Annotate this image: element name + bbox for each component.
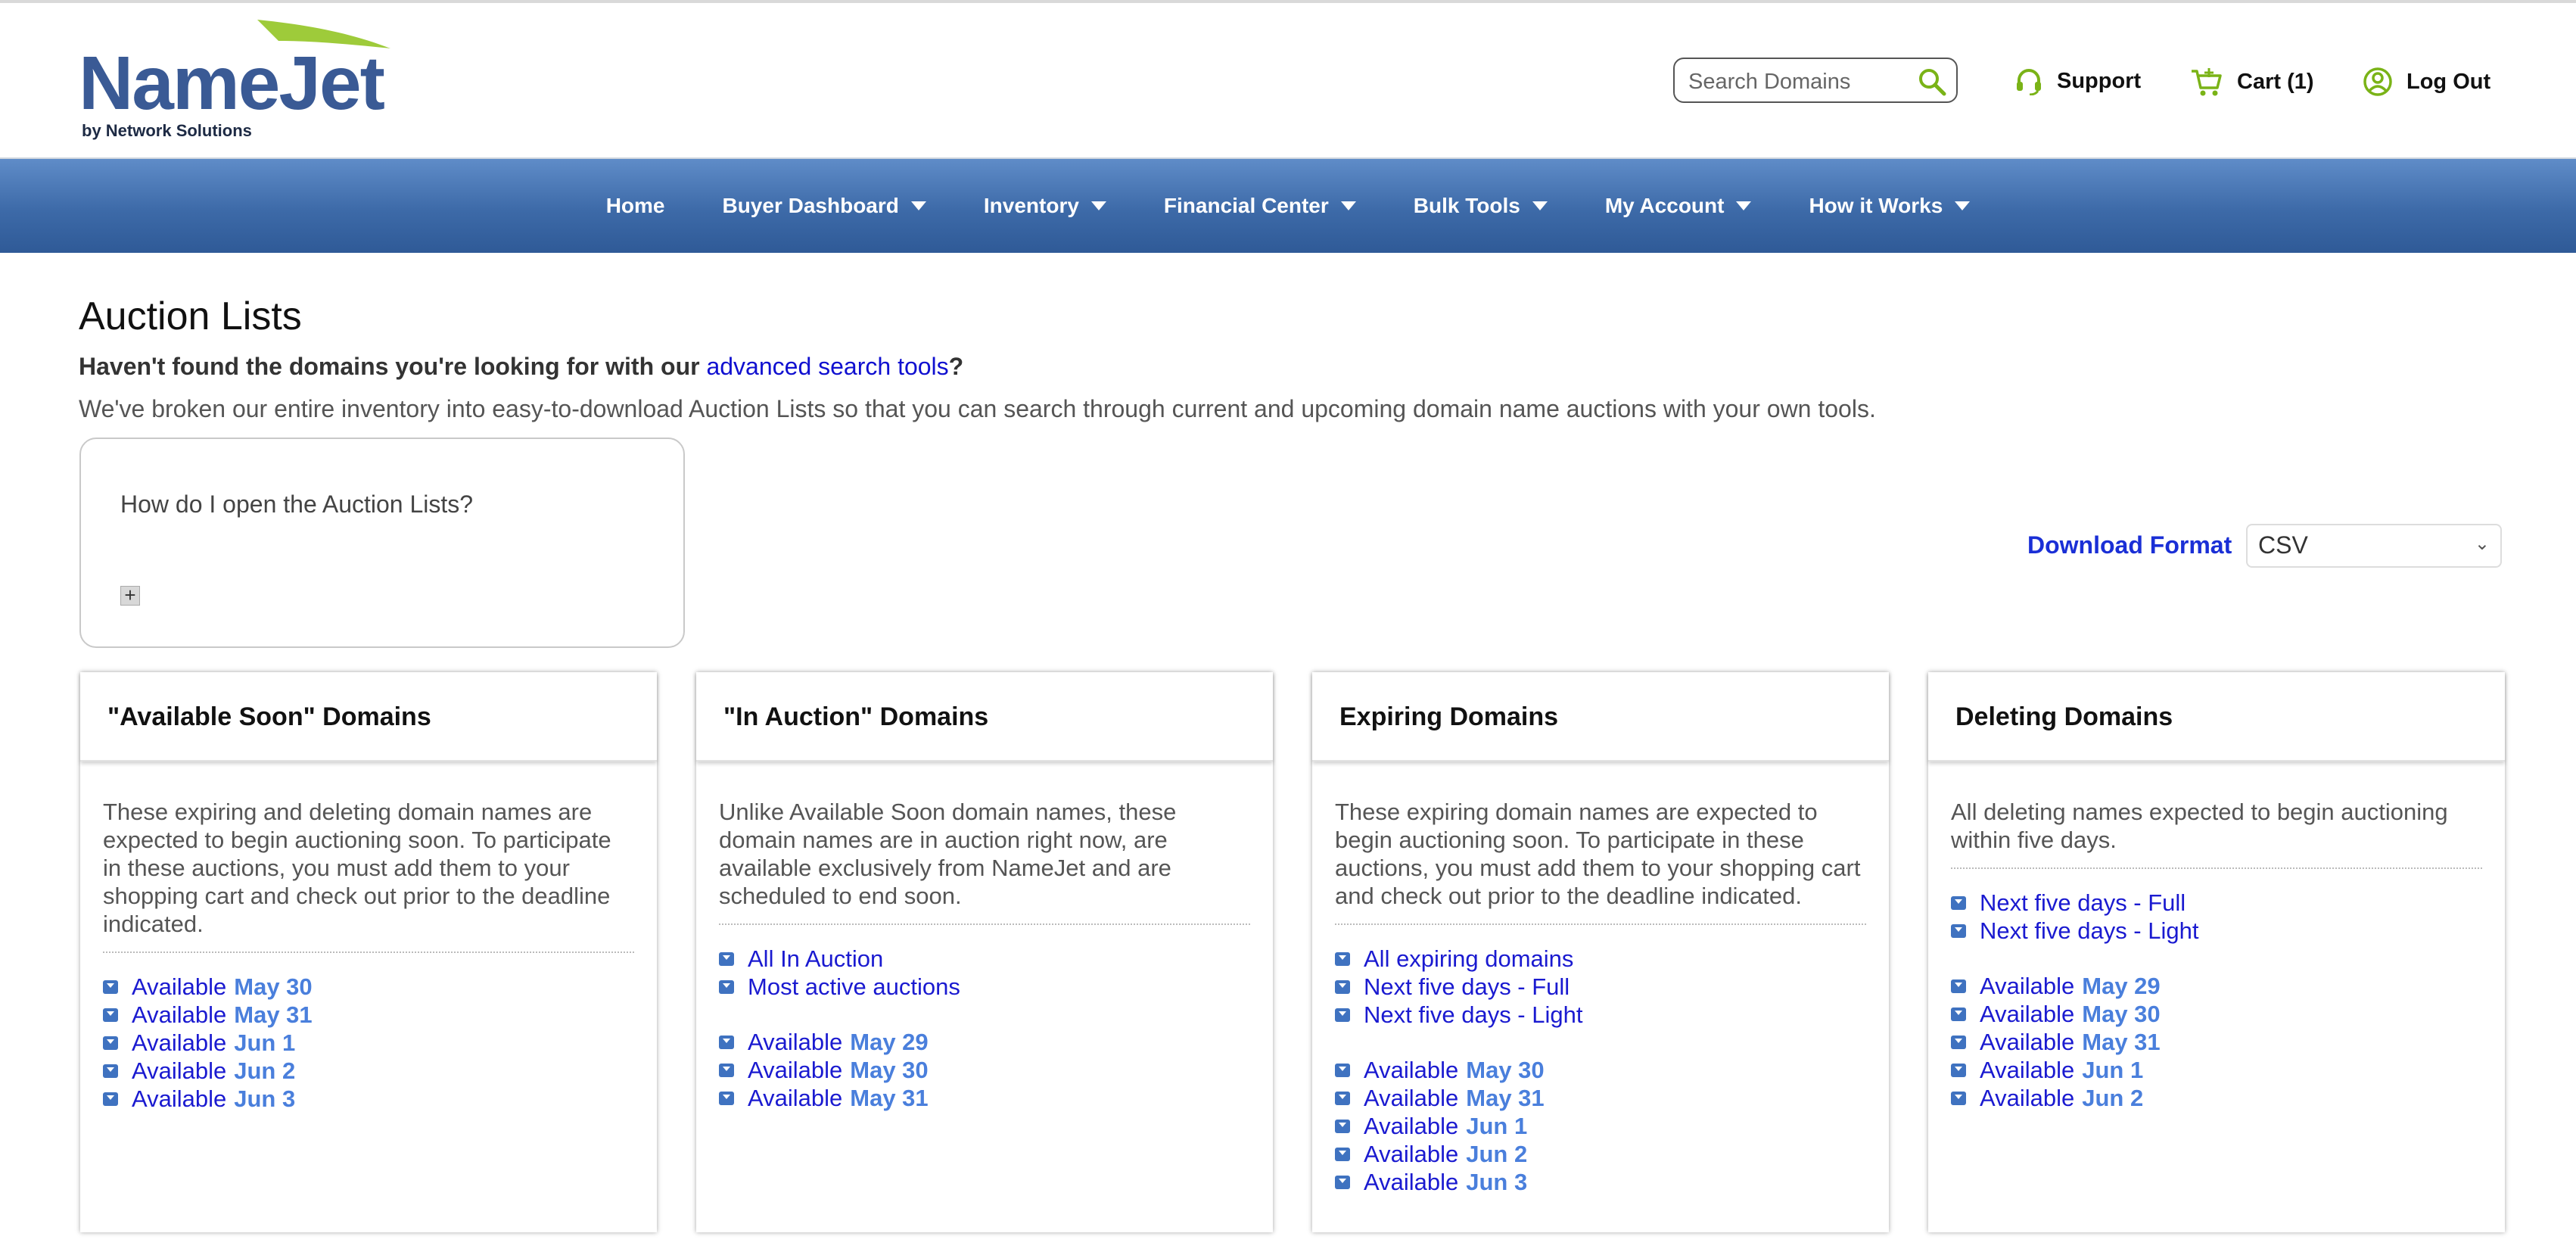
- download-link[interactable]: [1951, 972, 2482, 1000]
- auction-card: [696, 672, 1273, 1232]
- link-label: Available: [1980, 1085, 2075, 1111]
- faq-box: [79, 438, 685, 648]
- download-arrow-icon: [1951, 1064, 1966, 1077]
- download-link[interactable]: [103, 1029, 634, 1057]
- link-label: All In Auction: [748, 945, 884, 972]
- user-icon: [2363, 67, 2393, 97]
- download-arrow-icon: [1951, 979, 1966, 993]
- download-arrow-icon: [103, 1064, 118, 1078]
- link-label: Next five days - Full: [1980, 889, 2186, 916]
- download-arrow-icon: [1951, 1092, 1966, 1105]
- nav-how-it-works[interactable]: [1809, 194, 1970, 218]
- link-date: May 31: [850, 1085, 929, 1111]
- card-header: [1928, 672, 2505, 761]
- main-nav: [0, 159, 2576, 253]
- search-box: [1673, 58, 1958, 103]
- link-label: Available: [132, 1085, 227, 1112]
- download-link[interactable]: [103, 1001, 634, 1029]
- cart-icon: [2190, 67, 2223, 97]
- link-label: All expiring domains: [1364, 945, 1574, 972]
- download-link[interactable]: [103, 1085, 634, 1113]
- link-label: Next five days - Light: [1980, 917, 2199, 944]
- download-arrow-icon: [1335, 1064, 1350, 1077]
- link-label: Available: [748, 1029, 843, 1055]
- link-date: Jun 2: [2082, 1085, 2144, 1111]
- link-date: May 30: [850, 1057, 929, 1083]
- link-label: Available: [132, 1029, 227, 1056]
- card-description: Unlike Available Soon domain names, these domain names are in auction right now, are available exclusively from NameJet and are scheduled to end soon.: [719, 798, 1250, 925]
- link-date: Jun 3: [234, 1085, 296, 1112]
- download-arrow-icon: [103, 980, 118, 994]
- card-header: [1312, 672, 1889, 761]
- download-link[interactable]: [719, 973, 1250, 1001]
- support-link[interactable]: [2014, 67, 2141, 95]
- download-arrow-icon: [1335, 980, 1350, 994]
- search-icon[interactable]: [1917, 67, 1947, 97]
- cart-label: Cart (1): [2237, 69, 2314, 94]
- card-title: "In Auction" Domains: [723, 702, 989, 731]
- card-title: Expiring Domains: [1339, 702, 1559, 731]
- link-date: Jun 1: [2082, 1057, 2144, 1083]
- nav-my-account[interactable]: [1605, 194, 1752, 218]
- download-arrow-icon: [1951, 1008, 1966, 1021]
- intro-prefix: Haven't found the domains you're looking for with our: [79, 353, 707, 380]
- intro-suffix: ?: [948, 353, 964, 380]
- download-link-list: [103, 973, 634, 1113]
- download-link[interactable]: [1335, 1056, 1866, 1084]
- link-label: Next five days - Light: [1364, 1001, 1583, 1028]
- link-label: Available: [1980, 1057, 2075, 1083]
- download-arrow-icon: [103, 1036, 118, 1050]
- download-link-list: [719, 945, 1250, 1112]
- chevron-down-icon: ⌄: [2474, 534, 2490, 554]
- card-header: [696, 672, 1273, 761]
- site-header: [0, 3, 2576, 159]
- download-arrow-icon: [1335, 1120, 1350, 1133]
- download-link[interactable]: [1951, 1000, 2482, 1028]
- advanced-search-link[interactable]: advanced search tools: [706, 353, 949, 380]
- link-date: Jun 1: [1466, 1113, 1528, 1139]
- link-label: Available: [1364, 1085, 1459, 1111]
- download-link[interactable]: [1951, 889, 2482, 917]
- caret-down-icon: [911, 201, 926, 210]
- expand-plus-icon[interactable]: +: [120, 586, 140, 606]
- nav-inventory[interactable]: [984, 194, 1106, 218]
- download-link[interactable]: [1335, 1001, 1866, 1029]
- link-label: Available: [1364, 1141, 1459, 1167]
- download-format-label: Download Format: [2027, 531, 2232, 559]
- link-date: Jun 3: [1466, 1169, 1528, 1195]
- link-label: Available: [1980, 973, 2075, 999]
- link-label: Available: [1364, 1113, 1459, 1139]
- download-link[interactable]: [1335, 1168, 1866, 1196]
- download-link[interactable]: [719, 1084, 1250, 1112]
- link-date: May 29: [2082, 973, 2161, 999]
- nav-label: How it Works: [1809, 194, 1943, 217]
- download-link[interactable]: [1335, 1084, 1866, 1112]
- download-arrow-icon: [1951, 924, 1966, 938]
- download-arrow-icon: [1335, 1148, 1350, 1161]
- caret-down-icon: [1532, 201, 1548, 210]
- link-date: May 31: [2082, 1029, 2161, 1055]
- link-label: Available: [1364, 1057, 1459, 1083]
- link-date: May 30: [2082, 1001, 2161, 1027]
- card-title: "Available Soon" Domains: [107, 702, 431, 731]
- download-arrow-icon: [1951, 1036, 1966, 1049]
- download-link[interactable]: [1951, 1028, 2482, 1056]
- link-date: Jun 2: [1466, 1141, 1528, 1167]
- search-input[interactable]: [1687, 67, 1909, 97]
- link-date: Jun 2: [234, 1057, 296, 1084]
- download-arrow-icon: [103, 1092, 118, 1106]
- namejet-logo[interactable]: [79, 18, 397, 139]
- download-link[interactable]: [719, 1028, 1250, 1056]
- nav-buyer-dashboard[interactable]: [722, 194, 926, 218]
- card-title: Deleting Domains: [1955, 702, 2173, 731]
- link-label: Most active auctions: [748, 973, 960, 1000]
- faq-question: How do I open the Auction Lists?: [120, 491, 474, 518]
- caret-down-icon: [1091, 201, 1106, 210]
- download-arrow-icon: [103, 1008, 118, 1022]
- nav-label: Financial Center: [1163, 194, 1329, 217]
- download-link-list: [1951, 889, 2482, 1112]
- download-link[interactable]: [719, 1056, 1250, 1084]
- download-arrow-icon: [1335, 1176, 1350, 1189]
- link-date: May 30: [234, 973, 313, 1000]
- caret-down-icon: [1955, 201, 1970, 210]
- card-description: All deleting names expected to begin auctioning within five days.: [1951, 798, 2482, 869]
- link-date: Jun 1: [234, 1029, 296, 1056]
- download-arrow-icon: [719, 952, 734, 966]
- intro-description: We've broken our entire inventory into easy-to-download Auction Lists so that you can search through current and upcoming domain name auctions with your own tools.: [79, 395, 1876, 422]
- link-label: Available: [132, 1057, 227, 1084]
- auction-card: [80, 672, 657, 1232]
- download-arrow-icon: [719, 1064, 734, 1077]
- intro-text: [79, 353, 963, 381]
- download-arrow-icon: [1951, 896, 1966, 910]
- nav-bulk-tools[interactable]: [1414, 194, 1548, 218]
- card-body: [80, 761, 657, 1113]
- auction-card: [1312, 672, 1889, 1232]
- card-description: These expiring and deleting domain names are expected to begin auctioning soon. To participate in these auctions, you must add them to your shopping cart and check out prior to the deadline indicated.: [103, 798, 634, 953]
- auction-card: [1928, 672, 2505, 1232]
- download-format-select[interactable]: [2246, 524, 2502, 568]
- download-link[interactable]: [1951, 1056, 2482, 1084]
- download-arrow-icon: [719, 980, 734, 994]
- download-link[interactable]: [103, 973, 634, 1001]
- download-link[interactable]: [1951, 1084, 2482, 1112]
- support-label: Support: [2057, 68, 2142, 93]
- cart-link[interactable]: [2190, 67, 2314, 97]
- link-label: Available: [748, 1085, 843, 1111]
- page-title: Auction Lists: [79, 294, 302, 338]
- logo-subtitle: by Network Solutions: [82, 121, 252, 140]
- download-link[interactable]: [1951, 917, 2482, 945]
- link-date: May 31: [234, 1001, 313, 1028]
- link-date: May 29: [850, 1029, 929, 1055]
- download-arrow-icon: [719, 1092, 734, 1105]
- download-link[interactable]: [1335, 1112, 1866, 1140]
- link-label: Available: [132, 973, 227, 1000]
- download-link[interactable]: [1335, 945, 1866, 973]
- nav-label: Bulk Tools: [1413, 194, 1520, 217]
- download-link-list: [1335, 945, 1866, 1196]
- link-label: Available: [132, 1001, 227, 1028]
- download-format-value: CSV: [2258, 531, 2308, 559]
- link-label: Available: [1980, 1001, 2075, 1027]
- link-date: May 31: [1466, 1085, 1545, 1111]
- nav-financial-center[interactable]: [1164, 194, 1356, 218]
- logout-label: Log Out: [2406, 69, 2491, 94]
- nav-home[interactable]: [606, 194, 665, 218]
- download-arrow-icon: [1335, 952, 1350, 966]
- card-header: [80, 672, 657, 761]
- download-arrow-icon: [719, 1036, 734, 1049]
- link-label: Available: [748, 1057, 843, 1083]
- card-body: [1312, 761, 1889, 1196]
- card-body: [696, 761, 1273, 1112]
- link-label: Available: [1364, 1169, 1459, 1195]
- nav-label: Inventory: [983, 194, 1079, 217]
- link-label: Available: [1980, 1029, 2075, 1055]
- download-arrow-icon: [1335, 1008, 1350, 1022]
- nav-label: Buyer Dashboard: [722, 194, 899, 217]
- link-label: Next five days - Full: [1364, 973, 1570, 1000]
- card-description: These expiring domain names are expected to begin auctioning soon. To participate in these auctions, you must add them to your shopping cart and check out prior to the deadline indicated.: [1335, 798, 1866, 925]
- download-link[interactable]: [103, 1057, 634, 1085]
- logout-link[interactable]: [2363, 67, 2490, 97]
- caret-down-icon: [1736, 201, 1751, 210]
- nav-label: Home: [605, 194, 665, 217]
- headset-icon: [2014, 67, 2043, 95]
- download-arrow-icon: [1335, 1092, 1350, 1105]
- download-link[interactable]: [1335, 1140, 1866, 1168]
- card-body: [1928, 761, 2505, 1112]
- link-date: May 30: [1466, 1057, 1545, 1083]
- logo-wordmark: NameJet: [79, 41, 384, 126]
- caret-down-icon: [1341, 201, 1356, 210]
- nav-label: My Account: [1604, 194, 1725, 217]
- download-link[interactable]: [719, 945, 1250, 973]
- download-link[interactable]: [1335, 973, 1866, 1001]
